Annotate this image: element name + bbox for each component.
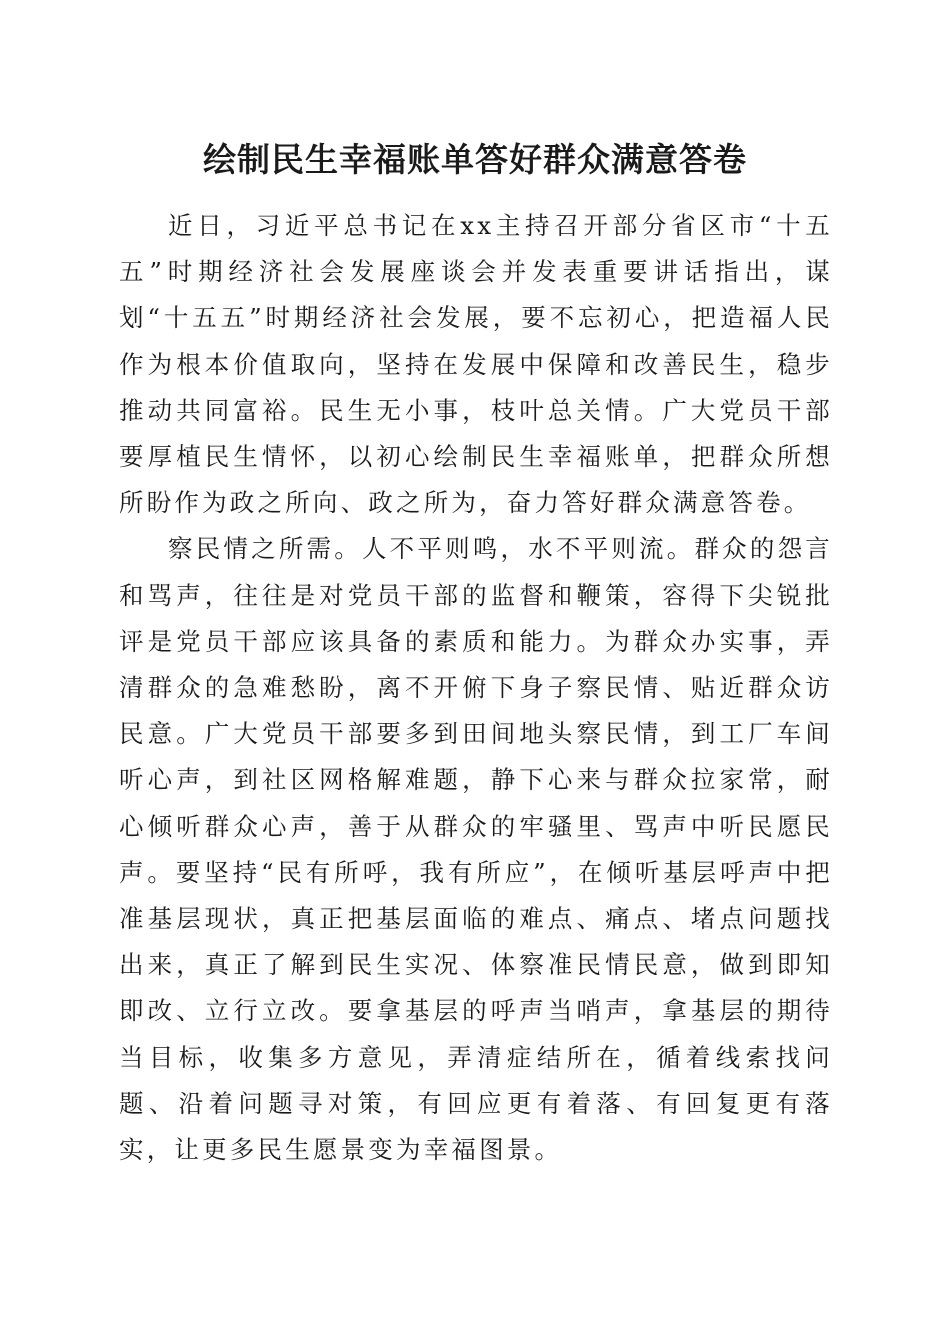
document-title: 绘制民生幸福账单答好群众满意答卷 (203, 140, 747, 179)
paragraph-1: 近日，习近平总书记在xx主持召开部分省区市“十五五”时期经济社会发展座谈会并发表重要讲话指出，谋划“十五五”时期经济社会发展，要不忘初心，把造福人民作为根本价值取向，坚持在发展中保障和改善民生，稳步推动共同富裕。民生无小事，枝叶总关情。广大党员干部要厚植民生情怀，以初心绘制民生幸福账单，把群众所想所盼作为政之所向、政之所为，奋力答好群众满意答卷。 (119, 211, 833, 518)
document-body (119, 203, 833, 1173)
paragraph-2: 察民情之所需。人不平则鸣，水不平则流。群众的怨言和骂声，往往是对党员干部的监督和鞭策，容得下尖锐批评是党员干部应该具备的素质和能力。为群众办实事，弄清群众的急难愁盼，离不开俯下身子察民情、贴近群众访民意。广大党员干部要多到田间地头察民情，到工厂车间听心声，到社区网格解难题，静下心来与群众拉家常，耐心倾听群众心声，善于从群众的牢骚里、骂声中听民愿民声。要坚持“民有所呼，我有所应”，在倾听基层呼声中把准基层现状，真正把基层面临的难点、痛点、堵点问题找出来，真正了解到民生实况、体察准民情民意，做到即知即改、立行立改。要拿基层的呼声当哨声，拿基层的期待当目标，收集多方意见，弄清症结所在，循着线索找问题、沿着问题寻对策，有回应更有着落、有回复更有落实，让更多民生愿景变为幸福图景。 (119, 534, 833, 1165)
